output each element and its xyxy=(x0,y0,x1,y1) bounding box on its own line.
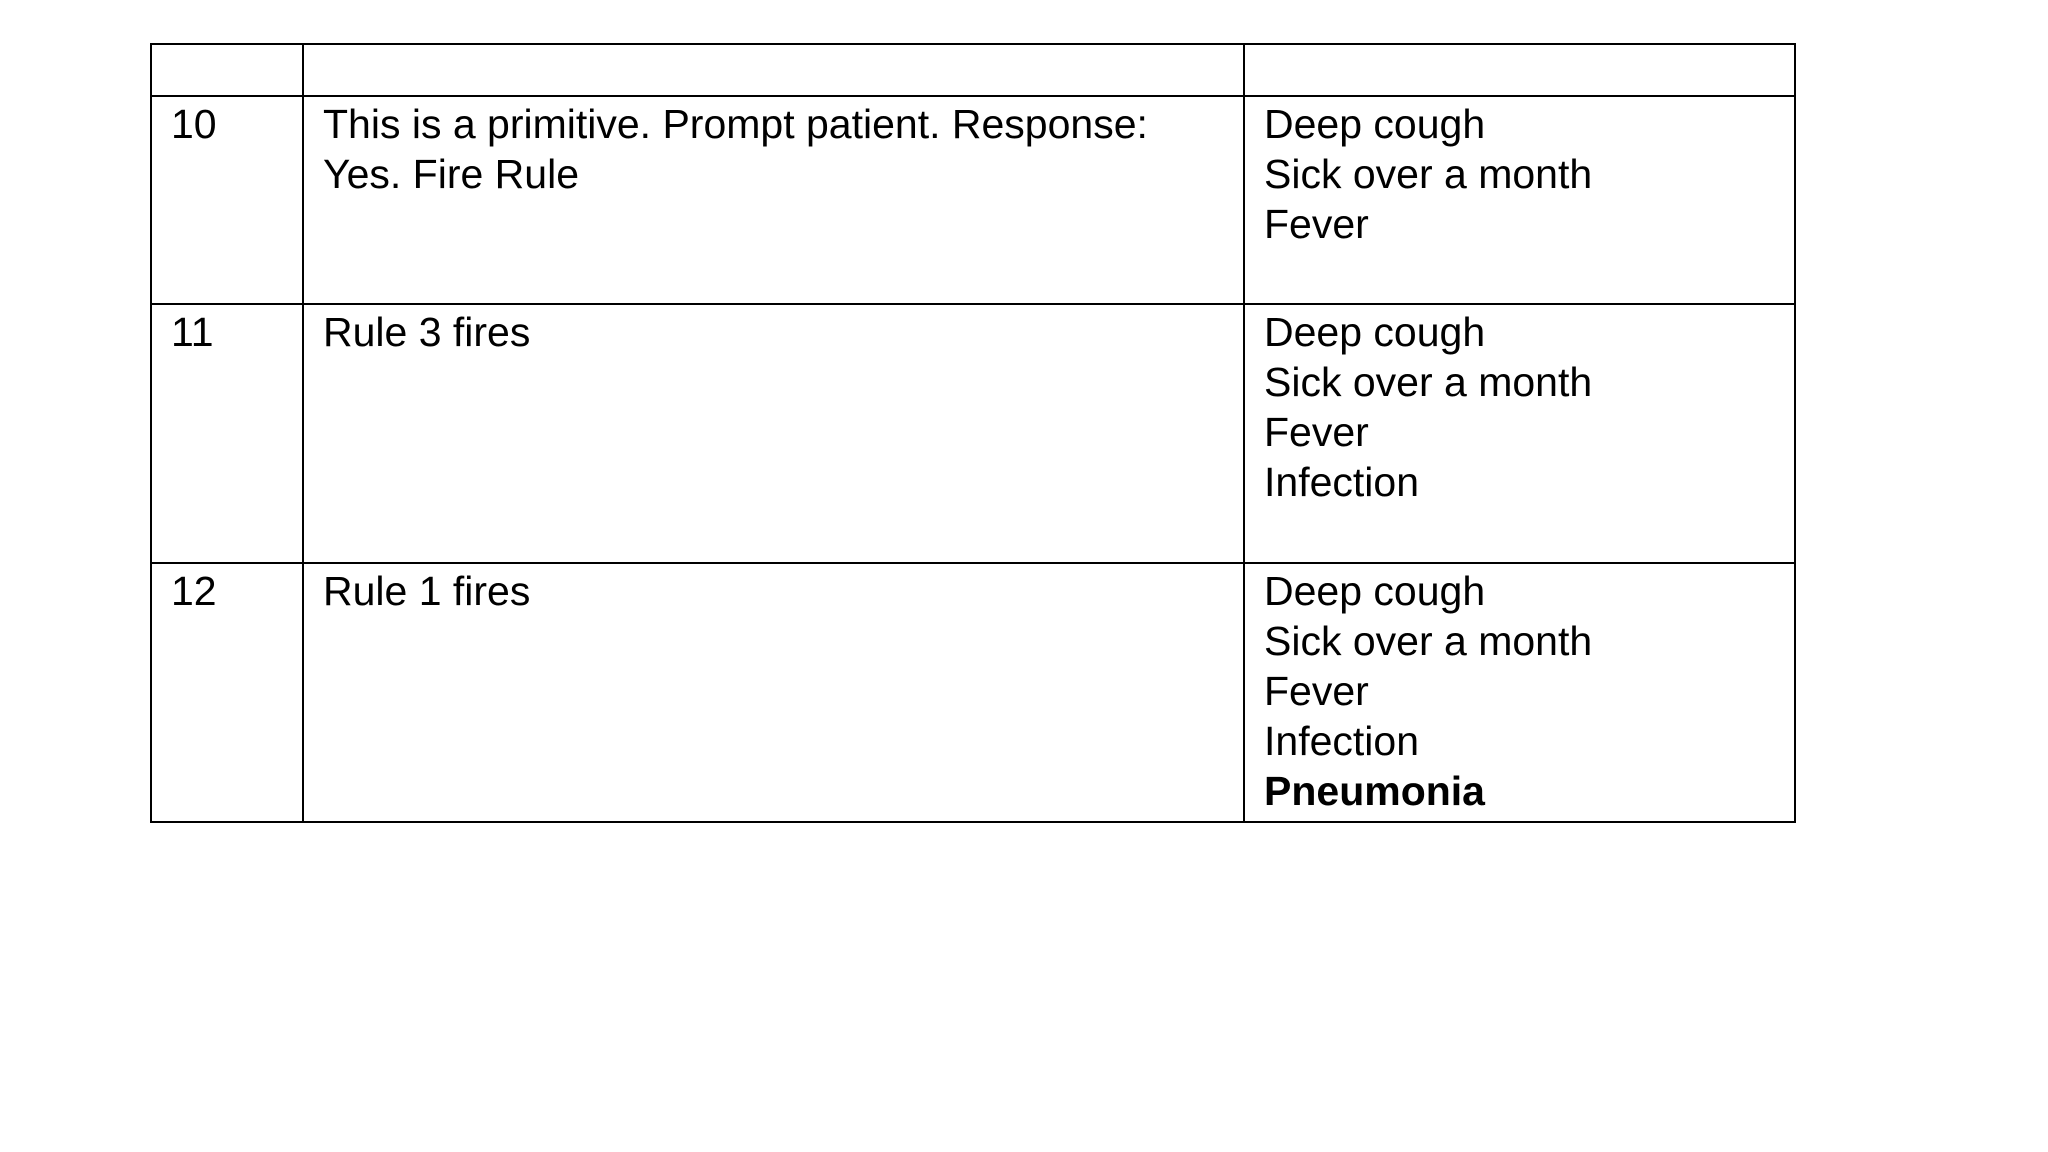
working-memory-cell xyxy=(1244,304,1795,563)
action-cell: Rule 1 fires xyxy=(303,563,1244,822)
header-cell-action xyxy=(303,44,1244,96)
working-memory-cell xyxy=(1244,96,1795,304)
action-cell: Rule 3 fires xyxy=(303,304,1244,563)
memory-fact: Infection xyxy=(1264,718,1419,764)
step-number-cell: 10 xyxy=(151,96,303,304)
memory-fact: Deep cough xyxy=(1264,309,1486,355)
memory-fact: Fever xyxy=(1264,668,1369,714)
working-memory-cell xyxy=(1244,563,1795,822)
step-number-cell: 12 xyxy=(151,563,303,822)
memory-fact: Sick over a month xyxy=(1264,359,1593,405)
memory-fact: Sick over a month xyxy=(1264,151,1593,197)
memory-fact: Fever xyxy=(1264,409,1369,455)
rule-trace-table xyxy=(150,43,1796,823)
memory-fact: Infection xyxy=(1264,459,1419,505)
step-number-cell: 11 xyxy=(151,304,303,563)
memory-fact: Deep cough xyxy=(1264,101,1486,147)
header-row xyxy=(151,44,1795,96)
memory-fact: Fever xyxy=(1264,201,1369,247)
memory-fact-conclusion: Pneumonia xyxy=(1264,768,1485,814)
header-cell-memory xyxy=(1244,44,1795,96)
memory-fact: Deep cough xyxy=(1264,568,1486,614)
table-row xyxy=(151,304,1795,563)
action-cell: This is a primitive. Prompt patient. Response: Yes. Fire Rule xyxy=(303,96,1244,304)
header-cell-step xyxy=(151,44,303,96)
table-row xyxy=(151,96,1795,304)
memory-fact: Sick over a month xyxy=(1264,618,1593,664)
table-row xyxy=(151,563,1795,822)
